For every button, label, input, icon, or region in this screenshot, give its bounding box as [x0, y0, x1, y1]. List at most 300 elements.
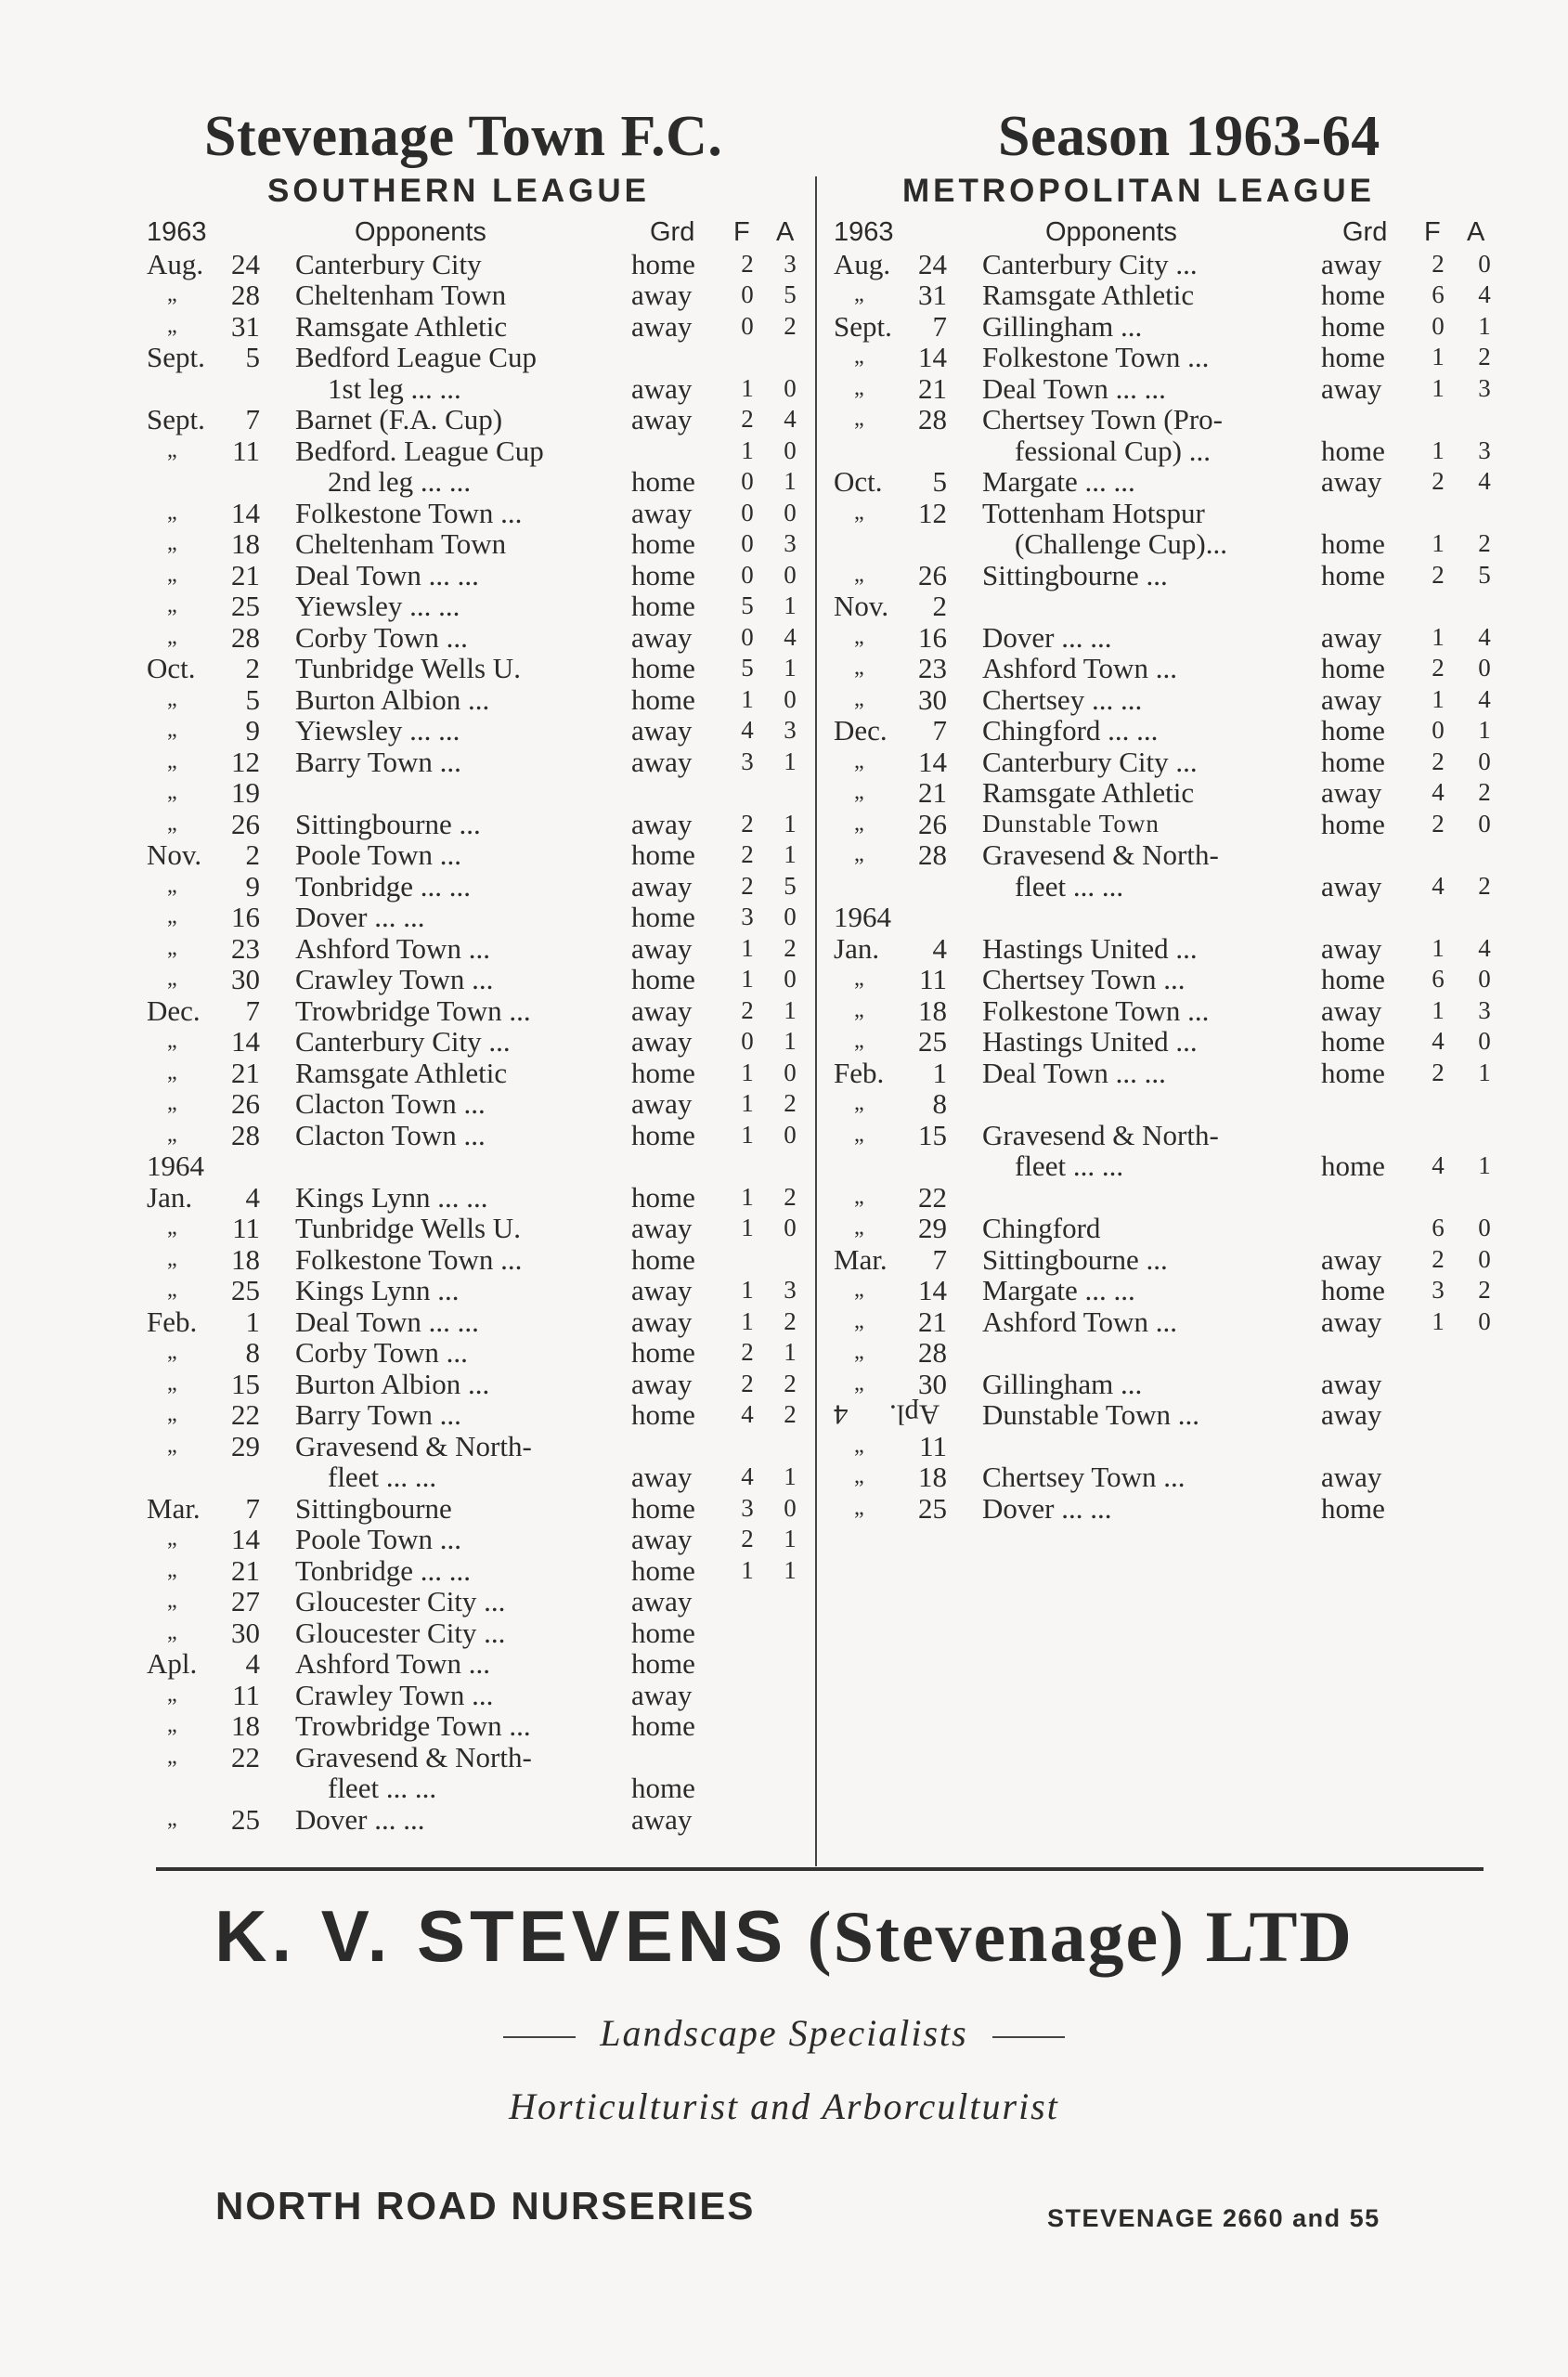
table-row	[147, 1431, 808, 1462]
ground-cell: home	[631, 465, 695, 498]
ground-cell: away	[631, 279, 693, 311]
opponent-cell: Dunstable Town ...	[982, 1398, 1200, 1431]
table-row	[147, 435, 808, 467]
opponent-cell: Burton Albion ...	[295, 682, 490, 716]
phone-number: STEVENAGE 2660 and 55	[1047, 2204, 1380, 2232]
month-cell: Feb.	[147, 1305, 198, 1338]
ground-cell: home	[631, 1180, 695, 1214]
table-row	[834, 591, 1502, 622]
month-cell: „	[167, 1402, 177, 1426]
against-cell: 3	[1478, 435, 1491, 464]
ground-cell: away	[631, 1678, 693, 1711]
ground-cell: home	[631, 682, 695, 716]
table-row	[834, 995, 1502, 1027]
table-row	[834, 528, 1502, 560]
table-row	[147, 1369, 808, 1400]
month-cell: „	[167, 748, 177, 773]
table-row	[834, 435, 1502, 467]
ground-cell: home	[1321, 1274, 1385, 1306]
opponent-cell: Bedford. League Cup	[295, 434, 544, 467]
table-row	[147, 1088, 808, 1120]
month-cell: „	[167, 873, 177, 898]
ground-cell: home	[631, 1553, 695, 1587]
table-row	[834, 1306, 1502, 1338]
day-cell: 4	[245, 1180, 260, 1214]
for-cell: 2	[1432, 467, 1445, 495]
southern-fixtures-table	[147, 217, 808, 1835]
opponent-cell: fleet ... ...	[328, 1772, 437, 1804]
ground-cell: home	[1321, 309, 1385, 343]
ground-cell: away	[631, 994, 693, 1027]
table-row	[147, 311, 808, 343]
ground-cell: away	[631, 807, 693, 840]
ground-cell: home	[1321, 1056, 1385, 1089]
ground-cell: home	[1321, 341, 1385, 373]
month-cell: „	[854, 1340, 864, 1364]
day-cell: 21	[918, 776, 947, 809]
for-cell: 1	[741, 373, 754, 402]
against-cell: 0	[784, 965, 797, 993]
ground-cell: home	[1321, 558, 1385, 591]
month-cell: „	[854, 967, 864, 991]
day-cell: 14	[918, 1274, 947, 1306]
month-cell: 1964	[147, 1150, 204, 1182]
opponent-cell: Poole Town ...	[295, 1523, 461, 1555]
month-cell: „	[854, 780, 864, 804]
table-row	[834, 1120, 1502, 1151]
against-cell: 0	[1478, 1244, 1491, 1273]
table-row	[834, 1150, 1502, 1182]
ground-cell: away	[631, 1367, 693, 1400]
for-cell: 2	[1432, 249, 1445, 278]
opponent-cell: Canterbury City ...	[295, 1025, 511, 1058]
month-cell: Apl.	[147, 1647, 198, 1680]
day-cell: 14	[918, 745, 947, 778]
against-cell: 2	[784, 933, 797, 962]
month-cell: „	[167, 935, 177, 960]
opponent-cell: Trowbridge Town ...	[295, 1709, 531, 1742]
for-cell: 1	[1432, 622, 1445, 651]
against-cell: 0	[1478, 809, 1491, 838]
southern-league-heading: SOUTHERN LEAGUE	[267, 173, 650, 209]
table-row	[834, 715, 1502, 747]
opponent-cell: Gillingham ...	[982, 309, 1143, 343]
ground-cell: away	[1321, 1461, 1382, 1493]
month-cell: Mar.	[834, 1242, 888, 1276]
metropolitan-fixtures-table	[834, 217, 1502, 1524]
day-cell: 4	[932, 931, 947, 965]
against-cell: 0	[1478, 965, 1491, 993]
ground-cell: home	[631, 558, 695, 591]
day-cell: 14	[918, 341, 947, 373]
day-cell: 8	[245, 1336, 260, 1369]
opponent-cell: Corby Town ...	[295, 1336, 468, 1369]
against-cell: 1	[784, 654, 797, 682]
against-cell: 2	[784, 311, 797, 340]
day-cell: 11	[232, 1678, 260, 1711]
ground-cell: away	[631, 620, 693, 654]
day-cell: 5	[245, 341, 260, 373]
ground-cell: home	[1321, 1491, 1385, 1525]
opponent-cell: Deal Town ... ...	[982, 371, 1166, 405]
against-cell: 2	[784, 1369, 797, 1397]
club-title: Stevenage Town F.C.	[204, 105, 723, 168]
opponent-cell: Barry Town ...	[295, 745, 461, 778]
day-cell: 15	[231, 1367, 260, 1400]
against-header: A	[776, 217, 795, 247]
day-cell: 11	[232, 1212, 260, 1244]
against-cell: 4	[1478, 933, 1491, 962]
company-name	[0, 1894, 1568, 1979]
table-header	[834, 217, 1502, 249]
against-cell: 1	[784, 1338, 797, 1366]
day-cell: 26	[231, 807, 260, 840]
month-cell: „	[167, 1122, 177, 1147]
month-cell: „	[854, 344, 864, 369]
opponent-cell: Tottenham Hotspur	[982, 496, 1205, 529]
table-row	[147, 560, 808, 591]
table-row	[834, 1058, 1502, 1089]
for-cell: 3	[1432, 1276, 1445, 1304]
ground-cell: away	[631, 496, 693, 529]
table-row	[147, 622, 808, 654]
table-header	[147, 217, 808, 249]
month-cell: „	[167, 1589, 177, 1613]
for-cell: 1	[1432, 435, 1445, 464]
ground-cell: away	[1321, 994, 1382, 1027]
day-cell: 26	[918, 558, 947, 591]
table-row	[834, 1275, 1502, 1306]
tagline-text: Landscape Specialists	[600, 2012, 968, 2054]
month-cell: „	[167, 593, 177, 617]
day-cell: 16	[918, 620, 947, 654]
for-cell: 0	[741, 622, 754, 651]
opponent-cell: Kings Lynn ... ...	[295, 1180, 488, 1214]
month-cell: Dec.	[147, 994, 201, 1027]
opponent-cell: Barnet (F.A. Cup)	[295, 403, 503, 435]
opponent-cell: Canterbury City	[295, 247, 482, 280]
day-cell: 21	[231, 1553, 260, 1587]
day-cell: 24	[918, 247, 947, 280]
table-row	[147, 839, 808, 871]
month-cell: „	[167, 624, 177, 649]
opponent-cell: Margate ... ...	[982, 465, 1135, 498]
ground-cell: home	[631, 1647, 695, 1680]
table-row	[834, 249, 1502, 280]
against-cell: 2	[784, 1306, 797, 1335]
ground-cell: away	[631, 371, 693, 405]
table-row	[147, 342, 808, 373]
for-cell: 2	[1432, 747, 1445, 775]
ground-cell: home	[631, 247, 695, 280]
ground-cell: home	[1321, 1025, 1385, 1058]
opponent-cell: Gravesend & North-	[982, 838, 1219, 871]
for-cell: 2	[741, 840, 754, 868]
table-row	[147, 1493, 808, 1525]
for-cell: 4	[1432, 1151, 1445, 1179]
month-cell: „	[854, 375, 864, 400]
for-cell: 1	[741, 1276, 754, 1304]
opponent-cell: Tunbridge Wells U.	[295, 1212, 521, 1244]
table-row	[834, 1493, 1502, 1525]
against-cell: 2	[784, 1400, 797, 1428]
month-cell: „	[854, 1122, 864, 1147]
for-cell: 1	[741, 1214, 754, 1241]
month-cell: Sept.	[147, 341, 205, 373]
ground-cell: away	[631, 1087, 693, 1120]
month-cell: „	[167, 967, 177, 991]
table-row	[147, 964, 808, 995]
opponent-cell: fleet ... ...	[1015, 1150, 1124, 1182]
opponent-cell: Chingford ... ...	[982, 714, 1159, 747]
ground-cell: home	[631, 1772, 695, 1804]
ground-cell: away	[631, 403, 693, 435]
against-cell: 1	[1478, 1058, 1491, 1086]
day-cell: 23	[918, 652, 947, 684]
for-cell: 1	[1432, 995, 1445, 1024]
month-cell: „	[167, 1682, 177, 1707]
against-cell: 1	[784, 1462, 797, 1490]
month-cell: „	[167, 1806, 177, 1831]
for-cell: 2	[741, 995, 754, 1024]
day-cell: 26	[231, 1087, 260, 1120]
opponent-cell: Tunbridge Wells U.	[295, 652, 521, 684]
table-row	[834, 1461, 1502, 1493]
for-cell: 4	[741, 716, 754, 744]
opponent-cell: Sittingbourne ...	[982, 558, 1168, 591]
opponent-cell: Folkestone Town ...	[982, 994, 1210, 1027]
day-cell: 28	[231, 620, 260, 654]
against-cell: 1	[784, 591, 797, 619]
day-cell: 16	[231, 901, 260, 933]
table-row	[834, 777, 1502, 809]
month-cell: „	[167, 531, 177, 555]
for-cell: 1	[1432, 684, 1445, 713]
table-row	[834, 1369, 1502, 1400]
ground-cell: away	[1321, 1242, 1382, 1276]
for-cell: 1	[741, 684, 754, 713]
day-cell: 28	[918, 838, 947, 871]
opponents-header: Opponents	[1045, 217, 1177, 247]
ground-cell: home	[631, 1336, 695, 1369]
opponent-cell: Dover ... ...	[982, 1491, 1112, 1525]
table-row	[834, 466, 1502, 498]
opponent-cell: Ramsgate Athletic	[295, 1056, 508, 1089]
against-cell: 0	[784, 435, 797, 464]
metropolitan-league-heading: METROPOLITAN LEAGUE	[902, 173, 1375, 209]
for-cell: 6	[1432, 965, 1445, 993]
ground-cell: home	[631, 1616, 695, 1649]
table-row	[147, 373, 808, 405]
for-cell: 1	[741, 435, 754, 464]
fixture-rows	[834, 249, 1502, 1525]
for-cell: 2	[741, 809, 754, 838]
day-cell: 28	[918, 403, 947, 435]
month-cell: „	[167, 1215, 177, 1240]
month-cell: „	[167, 282, 177, 306]
opponent-cell: Gravesend & North-	[982, 1118, 1219, 1151]
month-cell: „	[167, 562, 177, 587]
month-cell: „	[854, 1308, 864, 1333]
opponent-cell: fleet ... ...	[328, 1461, 437, 1493]
against-cell: 4	[1478, 622, 1491, 651]
against-cell: 4	[784, 622, 797, 651]
day-cell: 29	[231, 1429, 260, 1462]
opponent-cell: (Challenge Cup)...	[1015, 527, 1228, 560]
opponent-cell: Cheltenham Town	[295, 279, 507, 311]
for-cell: 4	[741, 1462, 754, 1490]
table-row	[147, 1617, 808, 1649]
for-cell: 2	[1432, 809, 1445, 838]
for-cell: 1	[741, 1182, 754, 1211]
table-row	[147, 1742, 808, 1773]
day-cell: 7	[932, 714, 947, 747]
day-cell: 7	[932, 309, 947, 343]
month-cell: „	[167, 1713, 177, 1737]
against-cell: 0	[1478, 1306, 1491, 1335]
for-cell: 2	[1432, 1058, 1445, 1086]
month-cell: Jan.	[147, 1180, 193, 1214]
month-cell: „	[167, 1340, 177, 1364]
month-cell: „	[854, 407, 864, 431]
opponent-cell: Crawley Town ...	[295, 963, 494, 995]
opponent-cell: Dunstable Town	[982, 809, 1160, 838]
table-row	[834, 311, 1502, 343]
table-row	[147, 747, 808, 778]
against-cell: 3	[784, 1276, 797, 1304]
opponent-cell: Folkestone Town ...	[295, 496, 523, 529]
against-cell: 2	[1478, 343, 1491, 370]
table-row	[147, 902, 808, 933]
table-row	[834, 1182, 1502, 1214]
day-cell: 31	[918, 279, 947, 311]
against-cell: 3	[1478, 373, 1491, 402]
opponent-cell: Cheltenham Town	[295, 527, 507, 560]
ground-header: Grd	[1342, 217, 1388, 247]
month-cell: „	[854, 1215, 864, 1240]
table-row	[834, 902, 1502, 933]
season-title: Season 1963-64	[998, 105, 1380, 168]
table-row	[147, 1586, 808, 1617]
for-cell: 2	[741, 1369, 754, 1397]
opponent-cell: Poole Town ...	[295, 838, 461, 871]
table-row	[834, 1213, 1502, 1244]
for-cell: 3	[741, 1493, 754, 1522]
month-cell: 4	[834, 1398, 849, 1432]
month-cell: „	[854, 997, 864, 1022]
opponent-cell: Deal Town ... ...	[295, 558, 479, 591]
day-cell: 9	[245, 869, 260, 903]
year-header: 1963	[147, 217, 207, 247]
month-cell: Oct.	[834, 465, 883, 498]
against-cell: 0	[784, 1058, 797, 1086]
opponent-cell: Clacton Town ...	[295, 1087, 486, 1120]
day-cell: 21	[231, 558, 260, 591]
month-cell: Jan.	[834, 931, 880, 965]
tagline-horticulturist: Horticulturist and Arborculturist	[509, 2085, 1059, 2127]
day-cell: 24	[231, 247, 260, 280]
company-main: K. V. STEVENS	[214, 1895, 788, 1977]
ground-cell: away	[631, 309, 693, 343]
table-row	[834, 747, 1502, 778]
day-cell: 25	[918, 1491, 947, 1525]
for-cell: 0	[1432, 716, 1445, 744]
table-row	[834, 1026, 1502, 1058]
against-cell: 1	[784, 809, 797, 838]
day-cell: 21	[918, 1305, 947, 1338]
against-cell: 4	[1478, 467, 1491, 495]
for-cell: 5	[741, 591, 754, 619]
against-cell: 0	[784, 684, 797, 713]
opponent-cell: Folkestone Town ...	[982, 341, 1210, 373]
ground-cell: home	[1321, 652, 1385, 684]
month-cell: „	[167, 1619, 177, 1644]
ground-cell: away	[1321, 1398, 1382, 1431]
ground-cell: away	[631, 1212, 693, 1244]
opponent-cell: fleet ... ...	[1015, 869, 1124, 903]
month-cell: „	[167, 1091, 177, 1115]
ground-cell: home	[631, 838, 695, 871]
for-cell: 1	[741, 1306, 754, 1335]
month-cell: „	[167, 1059, 177, 1085]
month-cell: Sept.	[147, 403, 205, 435]
for-cell: 2	[1432, 654, 1445, 682]
ground-cell: home	[1321, 1150, 1385, 1182]
ground-cell: home	[1321, 963, 1385, 995]
table-row	[147, 995, 808, 1027]
against-header: A	[1467, 217, 1485, 247]
ground-cell: home	[1321, 714, 1385, 747]
table-row	[147, 1058, 808, 1089]
table-row	[834, 404, 1502, 435]
month-cell: „	[854, 1091, 864, 1115]
month-cell: „	[854, 1184, 864, 1209]
ground-cell: home	[631, 527, 695, 560]
day-cell: 26	[918, 807, 947, 840]
ground-header: Grd	[650, 217, 695, 247]
month-cell: Feb.	[834, 1056, 885, 1089]
day-cell: 11	[919, 1429, 947, 1462]
opponent-cell: Canterbury City ...	[982, 745, 1198, 778]
month-cell: Oct.	[147, 652, 196, 684]
opponent-cell: Margate ... ...	[982, 1274, 1135, 1306]
ground-cell: away	[631, 869, 693, 903]
day-cell: 18	[918, 994, 947, 1027]
against-cell: 2	[1478, 1276, 1491, 1304]
day-cell: 4	[245, 1647, 260, 1680]
against-cell: 0	[1478, 747, 1491, 775]
for-cell: 1	[741, 1058, 754, 1086]
for-cell: 4	[741, 1400, 754, 1428]
month-cell: „	[167, 500, 177, 525]
month-cell: „	[854, 1464, 864, 1488]
opponent-cell: Canterbury City ...	[982, 247, 1198, 280]
ground-cell: home	[631, 1398, 695, 1431]
month-cell: Aug.	[834, 247, 891, 280]
table-row	[147, 1804, 808, 1836]
table-row	[147, 1399, 808, 1431]
for-cell: 6	[1432, 280, 1445, 308]
month-cell: „	[854, 686, 864, 711]
ground-cell: away	[1321, 247, 1382, 280]
opponent-cell: Gravesend & North-	[295, 1740, 532, 1773]
ground-cell: away	[631, 1305, 693, 1338]
ground-cell: away	[1321, 931, 1382, 965]
against-cell: 0	[784, 373, 797, 402]
opponent-cell: Chertsey Town ...	[982, 963, 1186, 995]
opponent-cell: Dover ... ...	[982, 620, 1112, 654]
table-row	[147, 1213, 808, 1244]
